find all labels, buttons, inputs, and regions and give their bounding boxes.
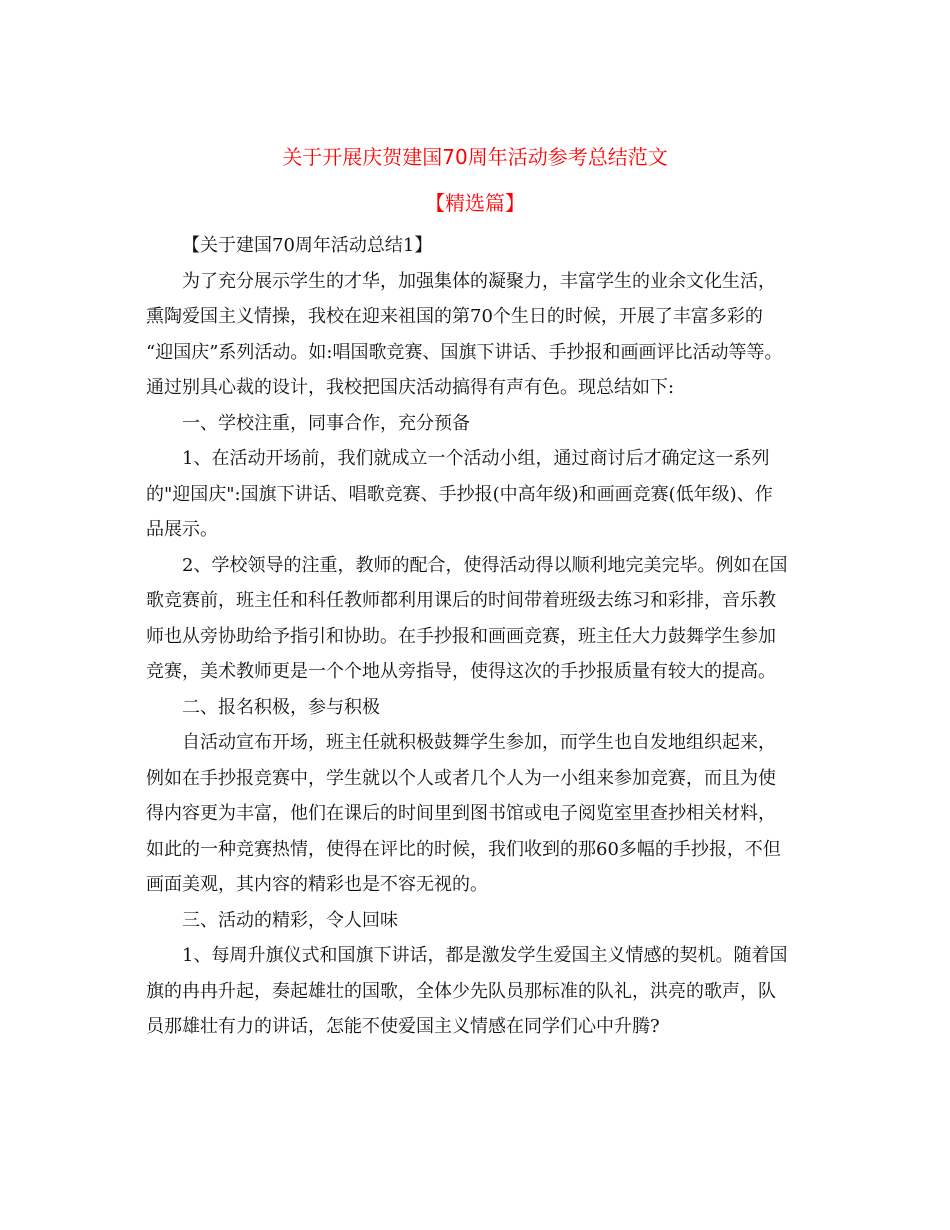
body-line: “迎国庆”系列活动。如:唱国歌竞赛、国旗下讲话、手抄报和画画评比活动等等。 — [146, 341, 783, 363]
body-line: 得内容更为丰富，他们在课后的时间里到图书馆或电子阅览室里查抄相关材料， — [146, 803, 776, 824]
body-line: 为了充分展示学生的才华，加强集体的凝聚力，丰富学生的业余文化生活， — [182, 270, 776, 292]
document-title-line-1: 关于开展庆贺建国70周年活动参考总结范文 — [282, 145, 668, 169]
body-line: 1、在活动开场前，我们就成立一个活动小组，通过商讨后才确定这一系列 — [182, 448, 770, 469]
body-line: 歌竞赛前，班主任和科任教师都利用课后的时间带着班级去练习和彩排，音乐教 — [146, 590, 776, 611]
section-heading: 二、报名积极，参与积极 — [182, 696, 380, 718]
body-line: 画面美观，其内容的精彩也是不容无视的。 — [146, 874, 488, 895]
body-line: 如此的一种竞赛热情，使得在评比的时候，我们收到的那60多幅的手抄报，不但 — [146, 838, 781, 860]
body-line: 品展示。 — [146, 519, 218, 540]
body-line: 竞赛，美术教师更是一个个地从旁指导，使得这次的手抄报质量有较大的提高。 — [146, 661, 776, 682]
body-line: 师也从旁协助给予指引和协助。在手抄报和画画竞赛，班主任大力鼓舞学生参加 — [146, 625, 776, 647]
section-heading: 三、活动的精彩，令人回味 — [182, 909, 398, 931]
body-line: 员那雄壮有力的讲话，怎能不使爱国主义情感在同学们心中升腾? — [146, 1016, 660, 1037]
document-title-line-2: 【精选篇】 — [425, 191, 525, 215]
body-line: 2、学校领导的注重，教师的配合，使得活动得以顺利地完美完毕。例如在国 — [182, 554, 788, 576]
body-line: 旗的冉冉升起，奏起雄壮的国歌，全体少先队员那标准的队礼，洪亮的歌声，队 — [146, 980, 776, 1002]
body-line: 的"迎国庆":国旗下讲话、唱歌竞赛、手抄报(中高年级)和画画竞赛(低年级)、作 — [146, 483, 773, 505]
body-line: 熏陶爱国主义情操，我校在迎来祖国的第70个生日的时候，开展了丰富多彩的 — [146, 306, 763, 327]
body-line: 例如在手抄报竞赛中，学生就以个人或者几个人为一小组来参加竞赛，而且为使 — [146, 767, 776, 789]
section-heading: 一、学校注重，同事合作，充分预备 — [182, 412, 470, 434]
body-line: 自活动宣布开场，班主任就积极鼓舞学生参加，而学生也自发地组织起来， — [182, 732, 776, 753]
body-line: 1、每周升旗仪式和国旗下讲话，都是激发学生爱国主义情感的契机。随着国 — [182, 945, 788, 966]
document-body — [146, 228, 826, 1045]
body-line: 【关于建国70周年活动总结1】 — [182, 235, 433, 256]
body-line: 通过别具心裁的设计，我校把国庆活动搞得有声有色。现总结如下: — [146, 377, 675, 398]
